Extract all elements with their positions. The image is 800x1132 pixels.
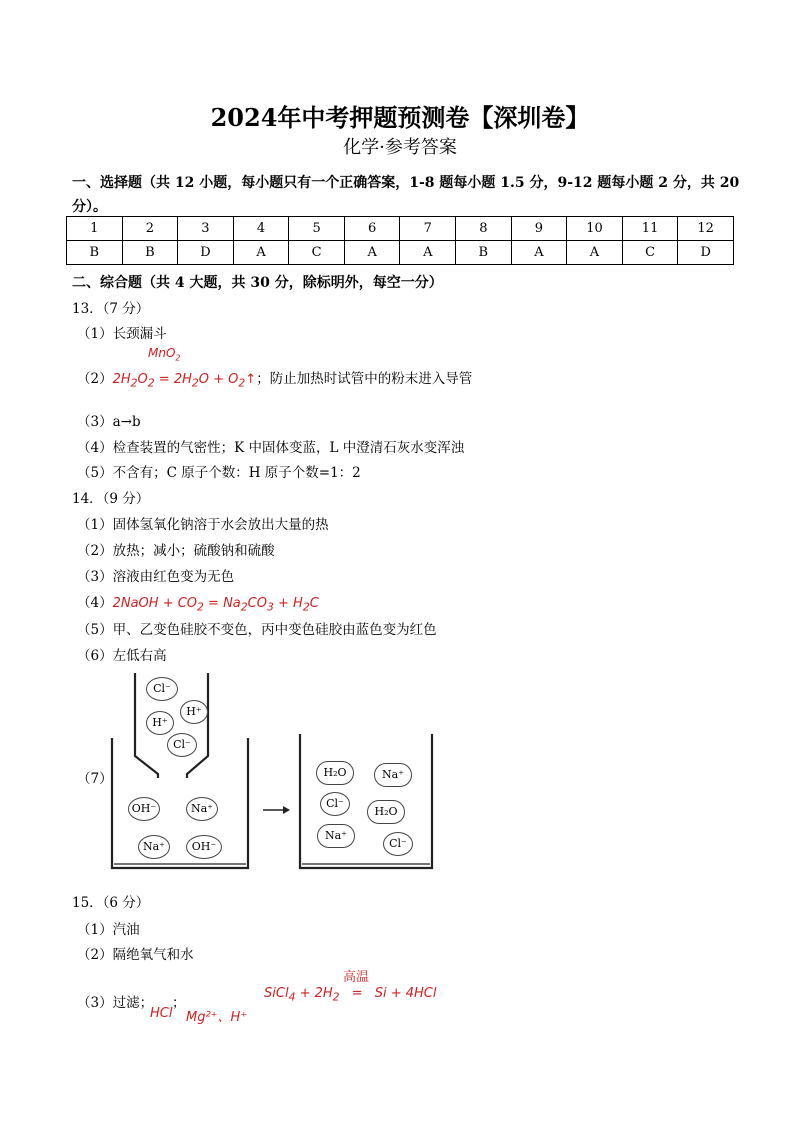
q13-answer-2-prefix: （2） — [77, 371, 113, 387]
answer-table — [66, 216, 734, 265]
q15-condition: 高温 — [343, 970, 370, 985]
ion-na-product-2: Na⁺ — [317, 824, 355, 848]
ion-oh-beaker-1: OH⁻ — [128, 797, 160, 821]
q15-ions: Mg²⁺、H⁺ — [186, 1010, 248, 1025]
table-cell: C — [289, 241, 345, 265]
q13-equation: $2H_2O_2 = 2H_2O$ + $O_2↑$ — [112, 372, 257, 390]
q15-answer-1: （1）汽油 — [77, 922, 140, 938]
ion-h-dropper-1: H⁺ — [180, 700, 208, 724]
section2-heading: 二、综合题（共 4 大题，共 30 分，除标明外，每空一分） — [72, 275, 443, 291]
q15-answer-3-prefix: （3）过滤； — [77, 995, 154, 1011]
q14-answer-7-prefix: （7） — [77, 771, 113, 787]
table-cell: 2 — [122, 217, 178, 241]
section1-heading-line1: 一、选择题（共 12 小题，每小题只有一个正确答案，1-8 题每小题 1.5 分，9-12 题每小题 2 分，共 20 — [72, 175, 740, 191]
ion-cl-product-1: Cl⁻ — [320, 792, 350, 816]
ion-cl-dropper-2: Cl⁻ — [167, 733, 197, 757]
ion-h-dropper-2: H⁺ — [146, 711, 174, 735]
table-cell: 4 — [233, 217, 289, 241]
q15-hcl: HCl — [150, 1006, 173, 1021]
table-cell: D — [178, 241, 234, 265]
table-cell: B — [67, 241, 123, 265]
table-cell: B — [122, 241, 178, 265]
ion-h2o-product-1: H₂O — [316, 761, 354, 785]
q13-catalyst: MnO$_2$ — [148, 346, 181, 363]
table-cell: 7 — [400, 217, 456, 241]
ion-oh-beaker-2: OH⁻ — [186, 835, 222, 859]
q14-answer-6: （6）左低右高 — [77, 648, 167, 664]
q14-answer-4-prefix: （4） — [77, 595, 113, 611]
table-cell: D — [678, 241, 734, 265]
q14-answer-1: （1）固体氢氧化钠溶于水会放出大量的热 — [77, 517, 329, 533]
q15-equation: SiCl$_4$ + $2H_2 = Si + 4HCl$ — [264, 986, 437, 1004]
dropper-right-wall — [187, 673, 208, 778]
table-cell: 1 — [67, 217, 123, 241]
q13-answer-1: （1）长颈漏斗 — [77, 326, 167, 342]
table-cell: 5 — [289, 217, 345, 241]
table-cell: 12 — [678, 217, 734, 241]
table-cell: B — [456, 241, 512, 265]
table-cell: A — [567, 241, 623, 265]
ion-cl-product-2: Cl⁻ — [383, 832, 413, 856]
q14-equation: 2NaOH + $CO_2 = Na_2CO_3 + H_2C$ — [112, 596, 319, 614]
table-cell: 11 — [622, 217, 678, 241]
table-cell: A — [511, 241, 567, 265]
q14-answer-3: （3）溶液由红色变为无色 — [77, 569, 235, 585]
table-cell: C — [622, 241, 678, 265]
table-cell: 3 — [178, 217, 234, 241]
q14-answer-5: （5）甲、乙变色硅胶不变色，丙中变色硅胶由蓝色变为红色 — [77, 622, 437, 638]
q14-answer-4 — [77, 591, 319, 614]
table-cell: A — [400, 241, 456, 265]
q13-answer-2-text: ；防止加热时试管中的粉末进入导管 — [256, 371, 473, 387]
arrow-icon — [263, 806, 290, 814]
q15-answer-2: （2）隔绝氧气和水 — [77, 947, 194, 963]
q15-answer-3-sep: ； — [172, 995, 186, 1011]
table-cell: 8 — [456, 217, 512, 241]
ion-na-product-1: Na⁺ — [374, 763, 412, 787]
q14-answer-2: （2）放热；减小；硫酸钠和硫酸 — [77, 543, 275, 559]
table-cell: A — [344, 241, 400, 265]
ion-h2o-product-2: H₂O — [367, 800, 405, 824]
q13-answer-2 — [77, 367, 472, 390]
answer-table-answer-row — [67, 241, 734, 265]
ion-cl-dropper-1: Cl⁻ — [146, 677, 178, 701]
q13-answer-5: （5）不含有；C 原子个数：H 原子个数=1：2 — [77, 465, 361, 481]
q13-answer-4: （4）检查装置的气密性；K 中固体变蓝，L 中澄清石灰水变浑浊 — [77, 440, 465, 456]
q13-header: 13．（7 分） — [72, 301, 150, 317]
table-cell: 6 — [344, 217, 400, 241]
answer-table-number-row — [67, 217, 734, 241]
page-title: 2024年中考押题预测卷【深圳卷】 — [210, 103, 590, 132]
ion-na-beaker-2: Na⁺ — [138, 835, 170, 859]
table-cell: 10 — [567, 217, 623, 241]
page-subtitle: 化学·参考答案 — [343, 137, 457, 158]
table-cell: A — [233, 241, 289, 265]
table-cell: 9 — [511, 217, 567, 241]
section1-heading-line2: 分）。 — [72, 199, 107, 215]
q13-answer-3: （3）a→b — [77, 414, 141, 430]
ion-na-beaker-1: Na⁺ — [186, 797, 218, 821]
q15-header: 15．（6 分） — [72, 895, 150, 911]
q14-header: 14．（9 分） — [72, 491, 150, 507]
